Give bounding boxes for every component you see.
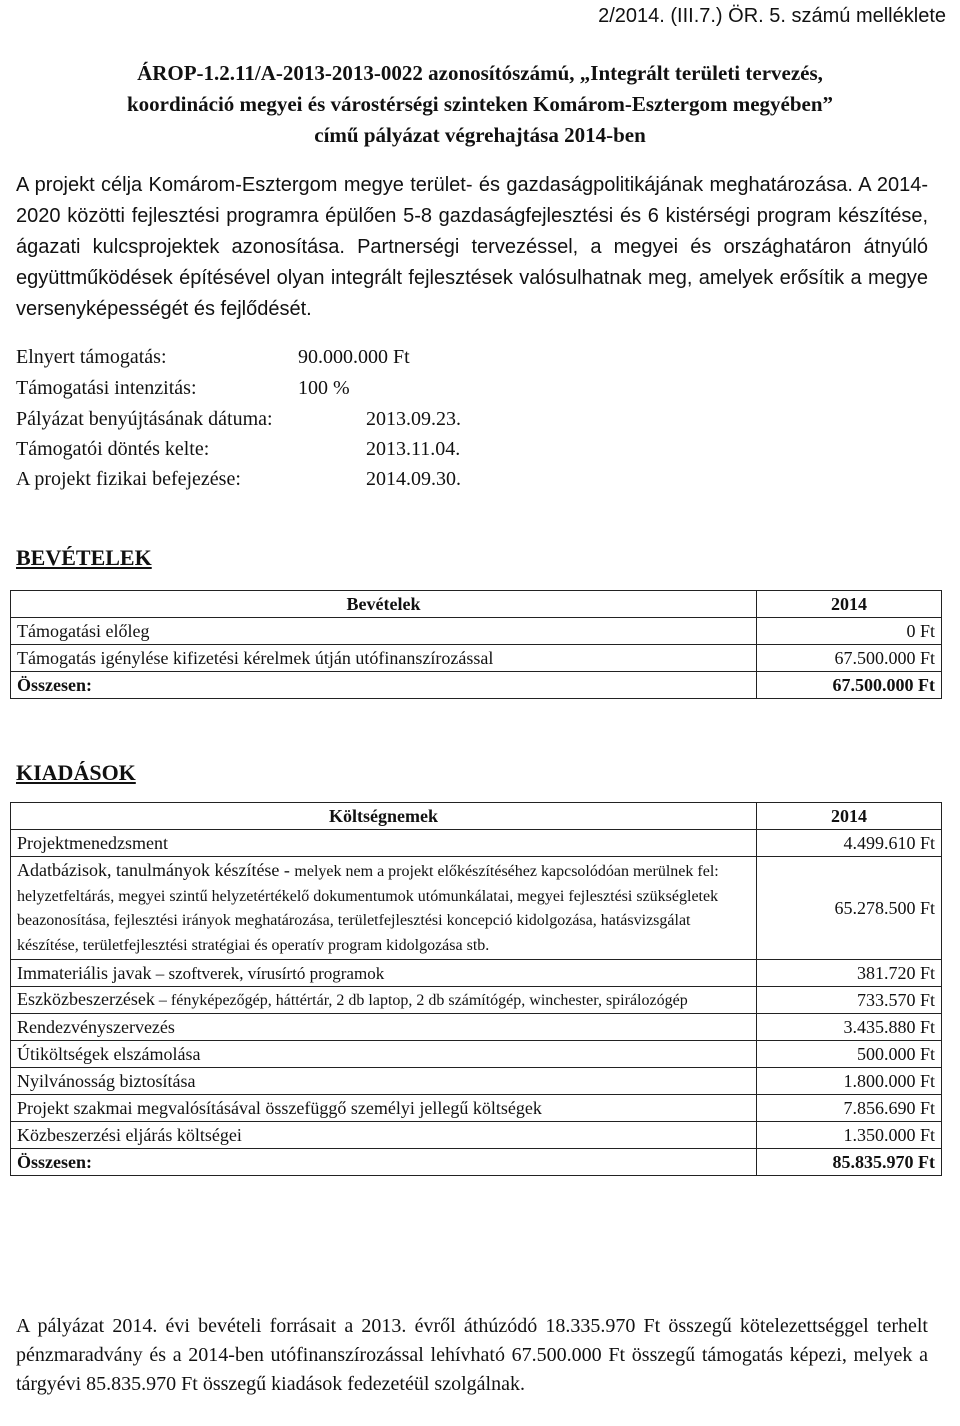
row-label-main: Adatbázisok, tanulmányok készítése - <box>17 860 295 880</box>
detail-submission-date <box>16 404 461 434</box>
row-amount: 500.000 Ft <box>757 1041 942 1068</box>
detail-label: Pályázat benyújtásának dátuma: <box>16 408 273 430</box>
row-label-detail: melyek nem a projekt előkészítéséhez kapcsolódóan merülnek fel: helyzetfeltárás, megyei szintű helyzetértékelő dokumentumok utómunkálatai, megyei fejlesztési szükségletek beazonosítása, fejlesztési irányok meghatározása, területfejlesztési koncepció kidolgozása, hatásvizsgálat készítése, területfejlesztési stratégiai és operatív program kidolgozása stb. <box>17 863 719 954</box>
table-row <box>11 960 942 987</box>
detail-completion-date <box>16 464 461 494</box>
detail-label: Elnyert támogatás: <box>16 346 167 368</box>
row-label <box>11 857 757 960</box>
column-header-year: 2014 <box>757 803 942 830</box>
row-amount: 1.350.000 Ft <box>757 1122 942 1149</box>
title-line-3: című pályázat végrehajtása 2014-ben <box>314 123 646 147</box>
detail-support-intensity <box>16 373 350 403</box>
row-label: Rendezvényszervezés <box>11 1014 757 1041</box>
goal-text-part-1: A projekt célja Komárom-Esztergom megye terület- és gazdaságpolitikájának meghatározása. A 2014-2020 közötti fejlesztési programra épülően 5-8 gazdaságfejlesztési és 6 kistérségi program készítése, ágazati kulcsprojektek azonosítása. <box>16 174 928 258</box>
row-amount: 733.570 Ft <box>757 987 942 1014</box>
detail-value: 2014.09.30. <box>366 468 461 490</box>
total-label: Összesen: <box>11 672 757 699</box>
row-label: Támogatási előleg <box>11 618 757 645</box>
document-title <box>0 58 960 151</box>
title-line-1: ÁROP-1.2.11/A-2013-2013-0022 azonosítószámú, „Integrált területi tervezés, <box>137 61 823 85</box>
row-label <box>11 987 757 1014</box>
table-row <box>11 857 942 960</box>
table-row <box>11 1095 942 1122</box>
table-row <box>11 1068 942 1095</box>
title-line-2: koordináció megyei és várostérségi szinteken Komárom-Esztergom megyében” <box>126 92 834 116</box>
column-header-year: 2014 <box>757 591 942 618</box>
row-amount: 4.499.610 Ft <box>757 830 942 857</box>
row-label-main: Immateriális javak <box>17 962 152 983</box>
detail-value: 100 % <box>298 377 350 399</box>
row-amount: 0 Ft <box>757 618 942 645</box>
expenses-heading: KIADÁSOK <box>16 760 136 785</box>
table-row <box>11 1122 942 1149</box>
row-label: Útiköltségek elszámolása <box>11 1041 757 1068</box>
row-amount: 7.856.690 Ft <box>757 1095 942 1122</box>
row-label-detail: – szoftverek, vírusírtó programok <box>151 963 385 983</box>
row-amount: 3.435.880 Ft <box>757 1014 942 1041</box>
detail-awarded-support <box>16 342 410 372</box>
row-label: Projektmenedzsment <box>11 830 757 857</box>
table-total-row <box>11 1149 942 1176</box>
detail-value: 2013.11.04. <box>366 438 461 460</box>
detail-value: 90.000.000 Ft <box>298 346 410 368</box>
row-amount: 67.500.000 Ft <box>757 645 942 672</box>
table-row <box>11 1041 942 1068</box>
total-label: Összesen: <box>11 1149 757 1176</box>
total-amount: 85.835.970 Ft <box>757 1149 942 1176</box>
detail-value: 2013.09.23. <box>366 408 461 430</box>
row-label <box>11 960 757 987</box>
goal-text-part-2: Partnerségi tervezéssel, a megyei és országhatáron átnyúló együttműködések építésével olyan integrált fejlesztések valósulhatnak meg, amelyek erősítik a megye versenyképességét és fejlődését. <box>16 236 929 320</box>
row-amount: 1.800.000 Ft <box>757 1068 942 1095</box>
project-goal-paragraph <box>16 170 928 325</box>
row-amount: 65.278.500 Ft <box>757 857 942 960</box>
row-label-main: Eszközbeszerzések <box>17 989 155 1009</box>
total-amount: 67.500.000 Ft <box>757 672 942 699</box>
table-row <box>11 1014 942 1041</box>
column-header-label: Bevételek <box>11 591 757 618</box>
funding-summary-paragraph: A pályázat 2014. évi bevételi forrásait a 2013. évről áthúzódó 18.335.970 Ft összegű kötelezettséggel terhelt pénzmaradvány és a 2014-ben utófinanszírozással lehívható 67.500.000 Ft összegű támogatás képezi, melyek a tárgyévi 85.835.970 Ft összegű kiadások fedezetéül szolgálnak. <box>16 1315 928 1395</box>
table-total-row <box>11 672 942 699</box>
row-label: Projekt szakmai megvalósításával összefüggő személyi jellegű költségek <box>11 1095 757 1122</box>
row-amount: 381.720 Ft <box>757 960 942 987</box>
income-table <box>10 590 942 699</box>
row-label: Nyilvánosság biztosítása <box>11 1068 757 1095</box>
column-header-label: Költségnemek <box>11 803 757 830</box>
table-header-row <box>11 591 942 618</box>
expenses-table <box>10 802 942 1176</box>
detail-label: Támogatási intenzitás: <box>16 377 197 399</box>
row-label-detail: – fényképezőgép, háttértár, 2 db laptop, 2 db számítógép, winchester, spirálozógép <box>154 992 688 1009</box>
row-label: Támogatás igénylése kifizetési kérelmek útján utófinanszírozással <box>11 645 757 672</box>
detail-decision-date <box>16 434 461 464</box>
table-header-row <box>11 803 942 830</box>
row-label: Közbeszerzési eljárás költségei <box>11 1122 757 1149</box>
table-row <box>11 987 942 1014</box>
table-row <box>11 830 942 857</box>
detail-label: Támogatói döntés kelte: <box>16 438 210 460</box>
detail-label: A projekt fizikai befejezése: <box>16 468 241 490</box>
table-row <box>11 618 942 645</box>
annex-label: 2/2014. (III.7.) ÖR. 5. számú melléklete <box>598 5 946 27</box>
table-row <box>11 645 942 672</box>
income-heading: BEVÉTELEK <box>16 545 152 570</box>
